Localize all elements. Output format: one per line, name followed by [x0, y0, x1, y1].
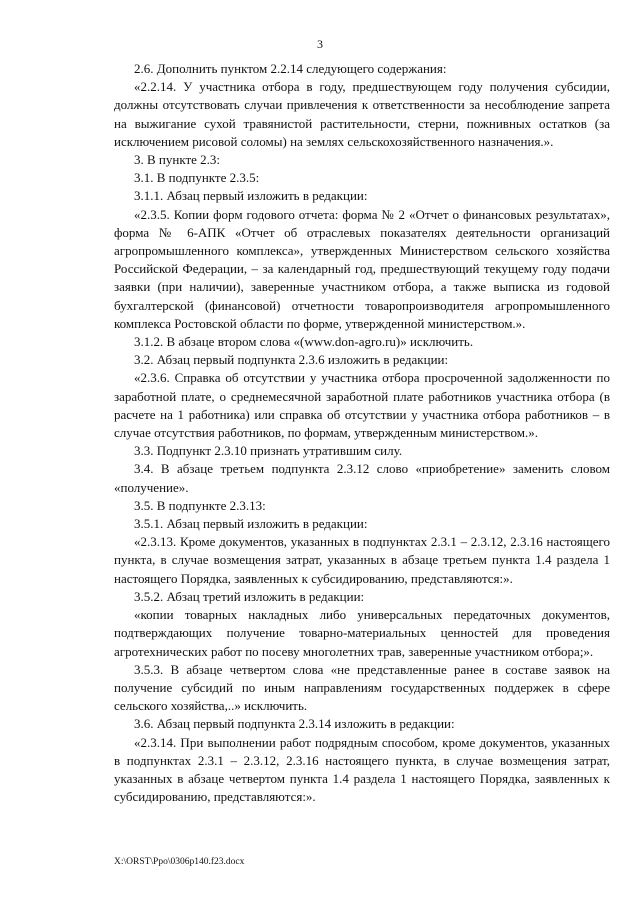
paragraph: «2.3.14. При выполнении работ подрядным способом, кроме документов, указанных в подпунктах 2.3.1 – 2.3.12, 2.3.16 настоящего пункта, в случае возмещения затрат, указанных в абзаце четвертом пункта 1.4 раздела 1 настоящего Порядка, заявленных к субсидированию, представляются:». — [114, 734, 610, 805]
paragraph: 3.3. Подпункт 2.3.10 признать утратившим силу. — [134, 443, 403, 459]
paragraph: 3.1.2. В абзаце втором слова «(www.don-agro.ru)» исключить. — [134, 334, 474, 350]
document-body — [114, 60, 610, 806]
paragraph: «2.2.14. У участника отбора в году, предшествующем году получения субсидии, должны отсутствовать случаи привлечения к ответственности за несоблюдение запрета на выжигание сухой травянистой растительности, стерни, пожнивных остатков (за исключением рисовой соломы) на землях сельскохозяйственного назначения.». — [114, 79, 610, 149]
paragraph: 3.1.1. Абзац первый изложить в редакции: — [134, 188, 368, 204]
paragraph: 3.1. В подпункте 2.3.5: — [134, 170, 260, 186]
paragraph: «2.3.6. Справка об отсутствии у участника отбора просроченной задолженности по заработной плате, о среднемесячной заработной плате работников участника отбора (в расчете на 1 работника) или справка об отсутствии у участника отбора работников – в случае отсутствия работников, по формам, утвержденным министерством.». — [114, 370, 610, 441]
paragraph: «копии товарных накладных либо универсальных передаточных документов, подтверждающих получение товарно-материальных ценностей для проведения агротехнических работ по посеву многолетних трав, заверенные участником отбора;». — [114, 607, 610, 659]
paragraph: 3.5.3. В абзаце четвертом слова «не представленные ранее в составе заявок на получение субсидий по иным направлениям государственных поддержек в сфере сельского хозяйства,..» исключить. — [114, 661, 610, 714]
page-number: 3 — [317, 37, 323, 51]
paragraph: 3.6. Абзац первый подпункта 2.3.14 изложить в редакции: — [134, 716, 455, 732]
file-path-footer: X:\ORST\Ppo\0306p140.f23.docx — [114, 857, 245, 867]
paragraph: 3. В пункте 2.3: — [134, 152, 221, 168]
paragraph: 3.4. В абзаце третьем подпункта 2.3.12 слово «приобретение» заменить словом «получение». — [114, 461, 610, 495]
paragraph: 3.5.1. Абзац первый изложить в редакции: — [134, 516, 368, 532]
paragraph: «2.3.13. Кроме документов, указанных в подпунктах 2.3.1 – 2.3.12, 2.3.16 настоящего пункта, в случае возмещения затрат, указанных в абзаце третьем пункта 1.4 раздела 1 настоящего Порядка, заявленных к субсидированию, представляются:». — [114, 534, 610, 586]
paragraph: 3.5. В подпункте 2.3.13: — [134, 497, 266, 513]
paragraph: «2.3.5. Копии форм годового отчета: форма № 2 «Отчет о финансовых результатах», форма № 6-АПК «Отчет об отраслевых показателях деятельности организаций агропромышленного комплекса», утвержденных Министерством сельского хозяйства Российской Федерации, – за календарный год, предшествующий текущему году подачи заявки (при наличии), заверенные участником отбора, а также выписка из годовой бухгалтерской (финансовой) отчетности товаропроизводителя агропромышленного комплекса Ростовской области по форме, утвержденной министерством.». — [114, 206, 610, 331]
paragraph: 3.2. Абзац первый подпункта 2.3.6 изложить в редакции: — [134, 352, 449, 368]
paragraph: 3.5.2. Абзац третий изложить в редакции: — [134, 588, 365, 604]
paragraph: 2.6. Дополнить пунктом 2.2.14 следующего содержания: — [134, 61, 447, 76]
